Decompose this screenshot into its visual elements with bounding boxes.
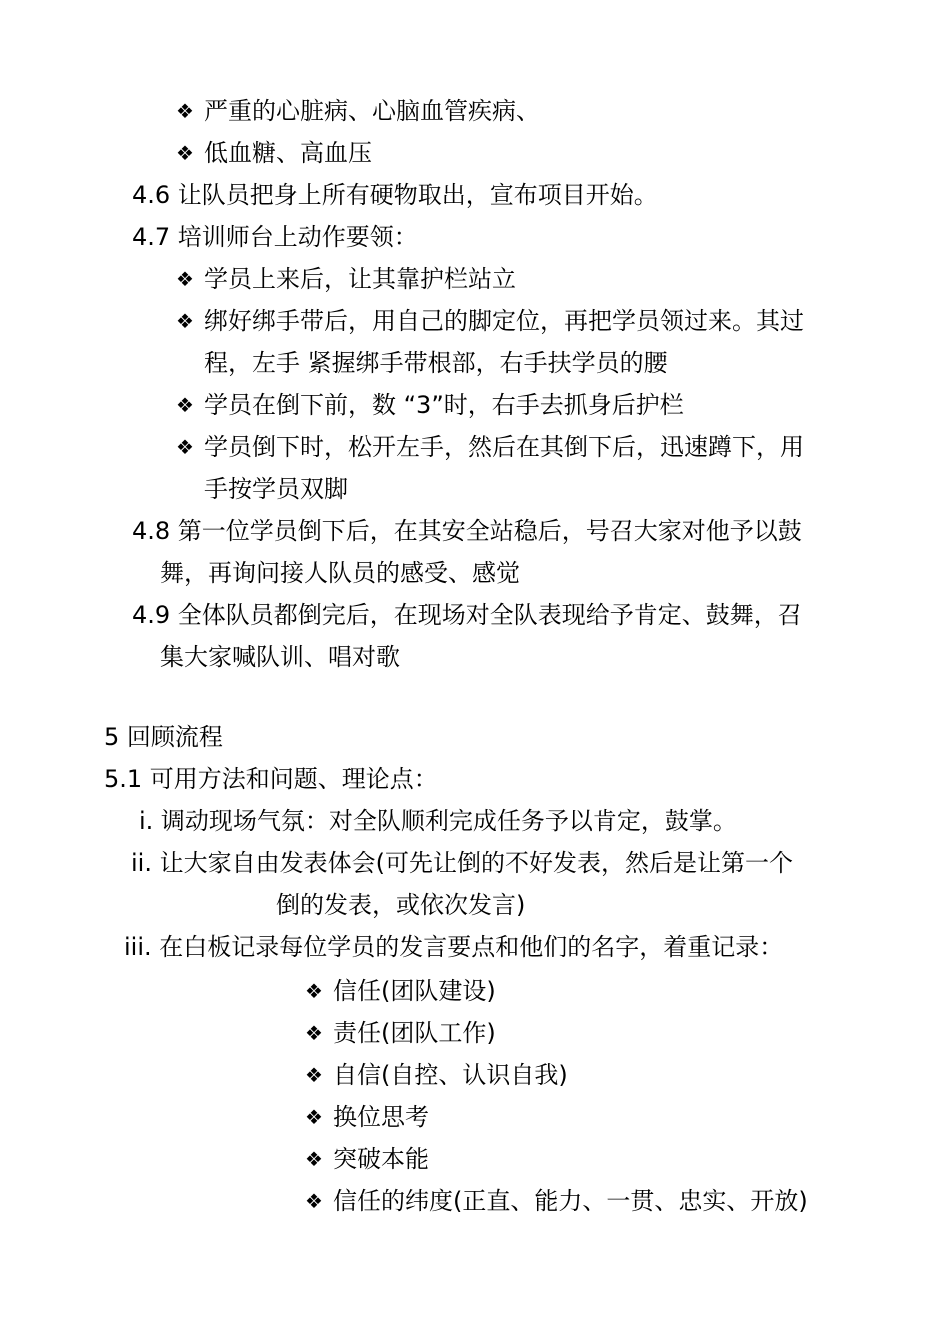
bullet-icon: ❖	[305, 1063, 323, 1087]
bullet-icon: ❖	[176, 435, 194, 459]
section-5-heading: 5 回顾流程	[104, 723, 223, 751]
bullet-item-fall-line2: 手按学员双脚	[204, 475, 348, 503]
roman-item-iii: iii. 在白板记录每位学员的发言要点和他们的名字，着重记录：	[124, 933, 784, 961]
bullet-item-stand: 学员上来后，让其靠护栏站立	[204, 265, 516, 293]
bullet-icon: ❖	[176, 309, 194, 333]
item-4-9-line1: 4.9 全体队员都倒完后，在现场对全队表现给予肯定、鼓舞，召	[132, 601, 802, 629]
bullet-item-responsibility: 责任(团队工作)	[333, 1019, 496, 1047]
bullet-item-bind-line1: 绑好绑手带后，用自己的脚定位，再把学员领过来。其过	[204, 307, 804, 335]
bullet-item-trust: 信任(团队建设)	[333, 977, 496, 1005]
bullet-icon: ❖	[176, 267, 194, 291]
bullet-item-blood-pressure: 低血糖、高血压	[204, 139, 372, 167]
bullet-item-bind-line2: 程，左手 紧握绑手带根部，右手扶学员的腰	[204, 349, 668, 377]
bullet-icon: ❖	[305, 1189, 323, 1213]
section-5-1-heading: 5.1 可用方法和问题、理论点：	[104, 765, 438, 793]
item-4-9-line2: 集大家喊队训、唱对歌	[160, 643, 400, 671]
bullet-item-empathy: 换位思考	[333, 1103, 429, 1131]
bullet-icon: ❖	[176, 99, 194, 123]
bullet-icon: ❖	[305, 1147, 323, 1171]
bullet-icon: ❖	[305, 1021, 323, 1045]
roman-item-ii-line1: ii. 让大家自由发表体会(可先让倒的不好发表，然后是让第一个	[131, 849, 793, 877]
bullet-item-breakthrough: 突破本能	[333, 1145, 429, 1173]
bullet-icon: ❖	[305, 979, 323, 1003]
bullet-icon: ❖	[305, 1105, 323, 1129]
roman-item-i: i. 调动现场气氛：对全队顺利完成任务予以肯定，鼓掌。	[139, 807, 737, 835]
bullet-item-trust-dimensions: 信任的纬度(正直、能力、一贯、忠实、开放)	[333, 1187, 808, 1215]
roman-item-ii-line2: 倒的发表，或依次发言)	[276, 891, 526, 919]
bullet-icon: ❖	[176, 393, 194, 417]
item-4-7: 4.7 培训师台上动作要领：	[132, 223, 418, 251]
item-4-6: 4.6 让队员把身上所有硬物取出，宣布项目开始。	[132, 181, 658, 209]
bullet-item-count: 学员在倒下前，数 “3”时，右手去抓身后护栏	[204, 391, 684, 419]
item-4-8-line1: 4.8 第一位学员倒下后，在其安全站稳后，号召大家对他予以鼓	[132, 517, 802, 545]
bullet-item-confidence: 自信(自控、认识自我)	[333, 1061, 568, 1089]
bullet-icon: ❖	[176, 141, 194, 165]
bullet-item-heart-disease: 严重的心脏病、心脑血管疾病、	[204, 97, 540, 125]
bullet-item-fall-line1: 学员倒下时，松开左手，然后在其倒下后，迅速蹲下，用	[204, 433, 804, 461]
item-4-8-line2: 舞，再询问接人队员的感受、感觉	[160, 559, 520, 587]
